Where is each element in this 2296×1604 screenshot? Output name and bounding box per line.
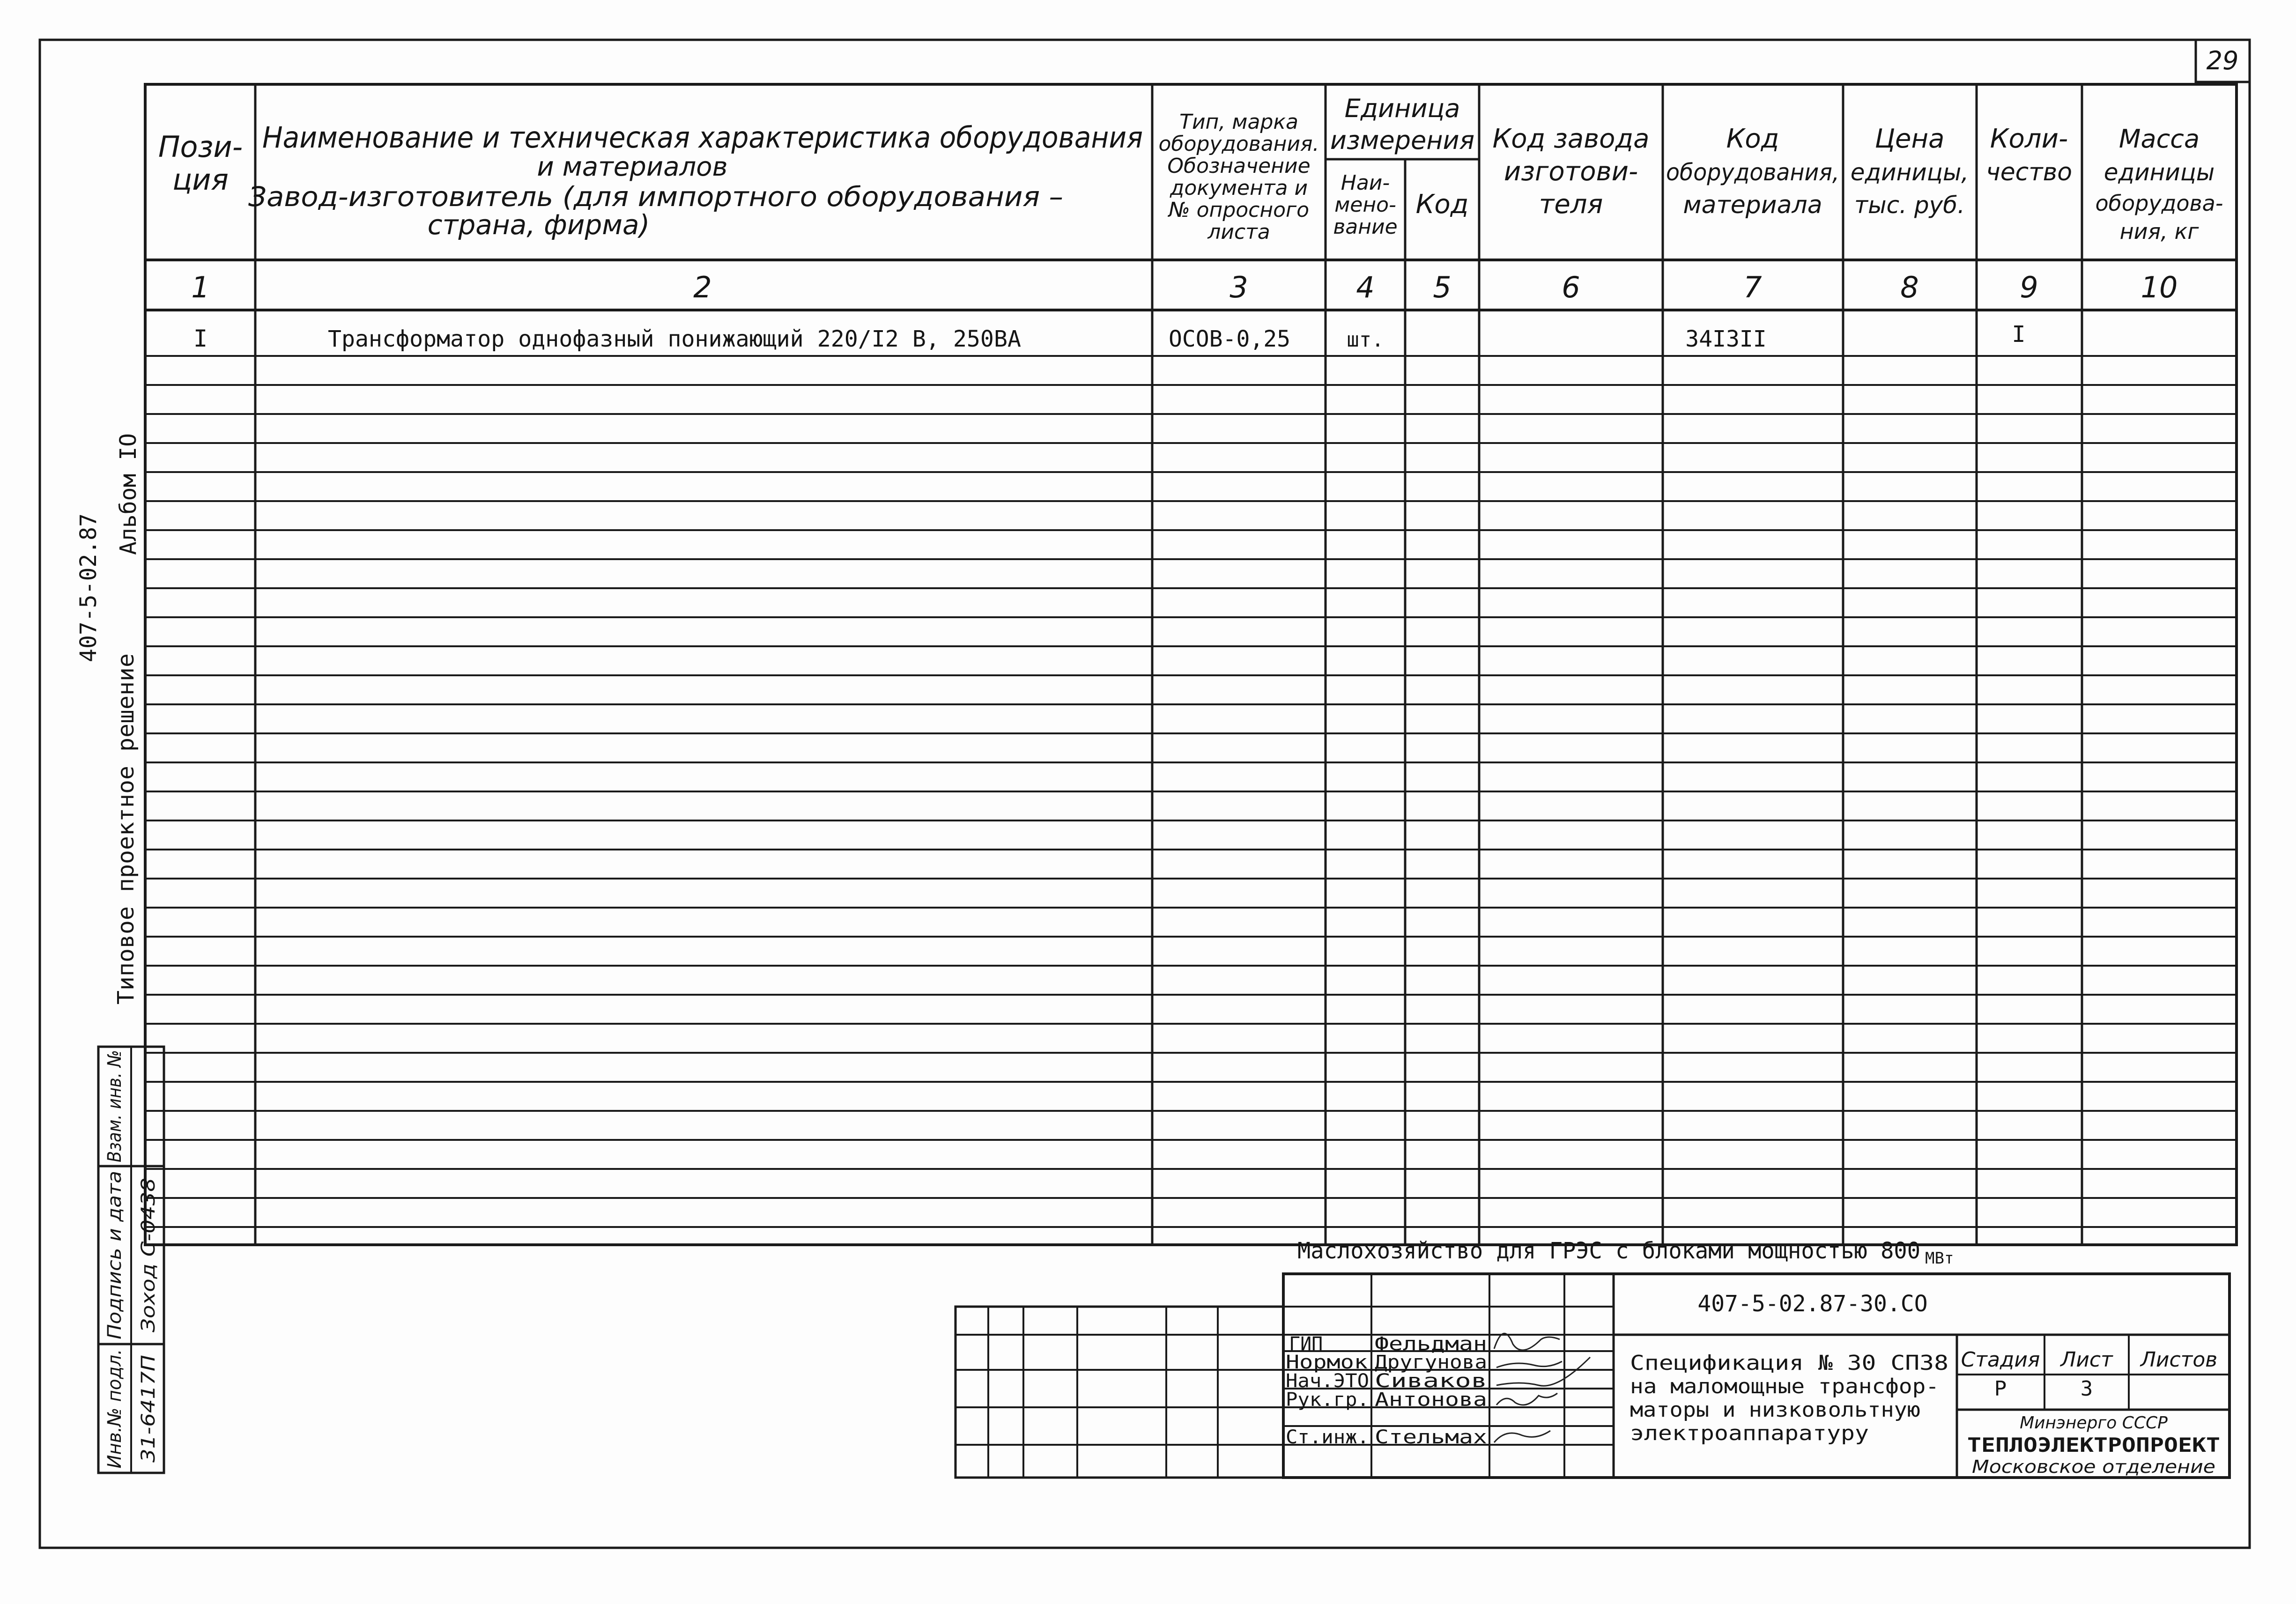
header-position-line1: Пози- <box>158 130 243 164</box>
header-type-line4: документа и <box>1170 176 1308 200</box>
header-equip-code-line3: материала <box>1683 191 1822 219</box>
header-unit-name-line3: вание <box>1333 215 1398 239</box>
column-number-2: 2 <box>693 270 712 304</box>
column-number-6: 6 <box>1562 270 1580 304</box>
sheet-frame <box>40 40 2250 1548</box>
replace-label: Взам. инв. № <box>104 1035 126 1162</box>
header-mass-line2: единицы <box>2103 159 2215 186</box>
stage-label: Стадия <box>1961 1348 2040 1372</box>
header-name-line2: и материалов <box>537 152 728 182</box>
spec-title-line1: Спецификация № 30 СП38 <box>1630 1351 1948 1375</box>
org-line2: ТЕПЛОЭЛЕКТРОПРОЕКТ <box>1967 1434 2220 1456</box>
title-block <box>955 1238 2229 1478</box>
inv-label: Инв.№ подл. <box>104 1345 126 1469</box>
column-lines <box>255 84 2082 1245</box>
header-unit-code: Код <box>1415 189 1469 220</box>
spec-table-frame <box>145 84 2237 1245</box>
sheets-label: Листов <box>2140 1348 2218 1372</box>
header-mass-line3: оборудова- <box>2095 191 2223 216</box>
header-name-line4: страна, фирма) <box>427 209 650 241</box>
row-unit: шт. <box>1347 328 1384 352</box>
header-maker-code-line1: Код завода <box>1492 124 1650 154</box>
object-title: Маслохозяйство для ГРЭС с блоками мощностью 800 <box>1297 1238 1920 1264</box>
header-unit-group-line1: Единица <box>1344 94 1460 123</box>
side-code: 407-5-02.87 <box>75 513 102 662</box>
name-5: Стельмах <box>1375 1427 1487 1448</box>
org-line3: Московское отделение <box>1972 1456 2215 1477</box>
row-name: Трансформатор однофазный понижающий 220/I2 В, 250ВА <box>328 326 1022 352</box>
side-album: Альбом IO <box>115 433 141 555</box>
header-name-line1: Наименование и техническая характеристика оборудования <box>262 120 1143 155</box>
row-position: I <box>193 325 208 352</box>
header-unit-group-line2: измерения <box>1330 126 1475 155</box>
side-title-block <box>75 433 141 1005</box>
role-5: Ст.инж. <box>1286 1427 1369 1448</box>
name-3: Сиваков <box>1375 1370 1487 1392</box>
table-header <box>158 94 2223 244</box>
header-mass-line1: Масса <box>2118 124 2200 154</box>
name-1: Фельдман <box>1375 1333 1487 1355</box>
header-price-line1: Цена <box>1874 124 1945 154</box>
table-row <box>193 321 2026 352</box>
header-qty-line1: Коли- <box>1990 124 2068 154</box>
spec-title-line2: на маломощные трансфор- <box>1630 1375 1939 1398</box>
column-number-4: 4 <box>1356 270 1375 304</box>
header-equip-code-line1: Код <box>1726 124 1779 154</box>
header-price-line2: единицы, <box>1850 159 1969 186</box>
header-type-line5: № опросного <box>1168 198 1310 222</box>
header-price-line3: тыс. руб. <box>1854 192 1965 219</box>
role-4: Рук.гр. <box>1286 1389 1369 1411</box>
spec-title-line4: электроаппаратуру <box>1630 1421 1869 1445</box>
row-equip-code: 34I3II <box>1685 326 1767 352</box>
column-number-7: 7 <box>1743 270 1762 304</box>
header-type-line6: листа <box>1207 220 1270 244</box>
column-number-10: 10 <box>2140 270 2178 304</box>
stage-value: Р <box>1994 1377 2007 1401</box>
header-type-line2: оборудования. <box>1158 132 1319 156</box>
header-qty-line2: чество <box>1985 158 2073 186</box>
sign-date-label: Подпись и дата <box>104 1184 126 1339</box>
header-type-line3: Обозначение <box>1167 154 1311 178</box>
table-row-lines <box>145 356 2237 1227</box>
role-3: Нач.ЭТО <box>1286 1370 1369 1392</box>
header-name-line3: Завод-изготовитель (для импортного оборудования – <box>248 181 1063 213</box>
header-maker-code-line3: теля <box>1539 189 1603 220</box>
column-number-1: 1 <box>191 270 210 304</box>
row-qty: I <box>2012 321 2026 347</box>
sheet-label: Лист <box>2060 1348 2113 1372</box>
name-2: Другунова <box>1375 1352 1487 1373</box>
role-1: ГИП <box>1289 1333 1323 1355</box>
header-unit-name-line1: Наи- <box>1341 171 1390 195</box>
name-4: Антонова <box>1375 1389 1487 1411</box>
header-mass-line4: ния, кг <box>2119 219 2199 244</box>
org-line1: Минэнерго СССР <box>2020 1413 2168 1433</box>
header-maker-code-line2: изготови- <box>1504 156 1638 187</box>
spec-title-line3: маторы и низковольтную <box>1630 1398 1920 1422</box>
inv-value: 31-6417П <box>138 1370 159 1463</box>
header-unit-name-line2: мено- <box>1334 193 1396 217</box>
object-title-unit: МВт <box>1925 1249 1954 1268</box>
column-number-5: 5 <box>1433 270 1452 304</box>
header-equip-code-line2: оборудования, <box>1666 159 1839 186</box>
column-number-row <box>191 270 2177 304</box>
header-type-line1: Тип, марка <box>1179 110 1298 134</box>
column-number-9: 9 <box>2020 270 2038 304</box>
role-2: Нормок <box>1286 1352 1368 1373</box>
header-position-line2: ция <box>172 163 229 197</box>
row-type: ОСОВ-0,25 <box>1168 326 1291 352</box>
document-code: 407-5-02.87-30.СО <box>1697 1291 1928 1317</box>
sheet-value: 3 <box>2080 1377 2093 1401</box>
sign-date-value: Зоход С-0438 <box>138 1200 159 1332</box>
page-number: 29 <box>2206 46 2239 75</box>
column-number-3: 3 <box>1229 270 1248 304</box>
column-number-8: 8 <box>1900 270 1919 304</box>
side-title: Типовое проектное решение <box>113 666 139 1005</box>
